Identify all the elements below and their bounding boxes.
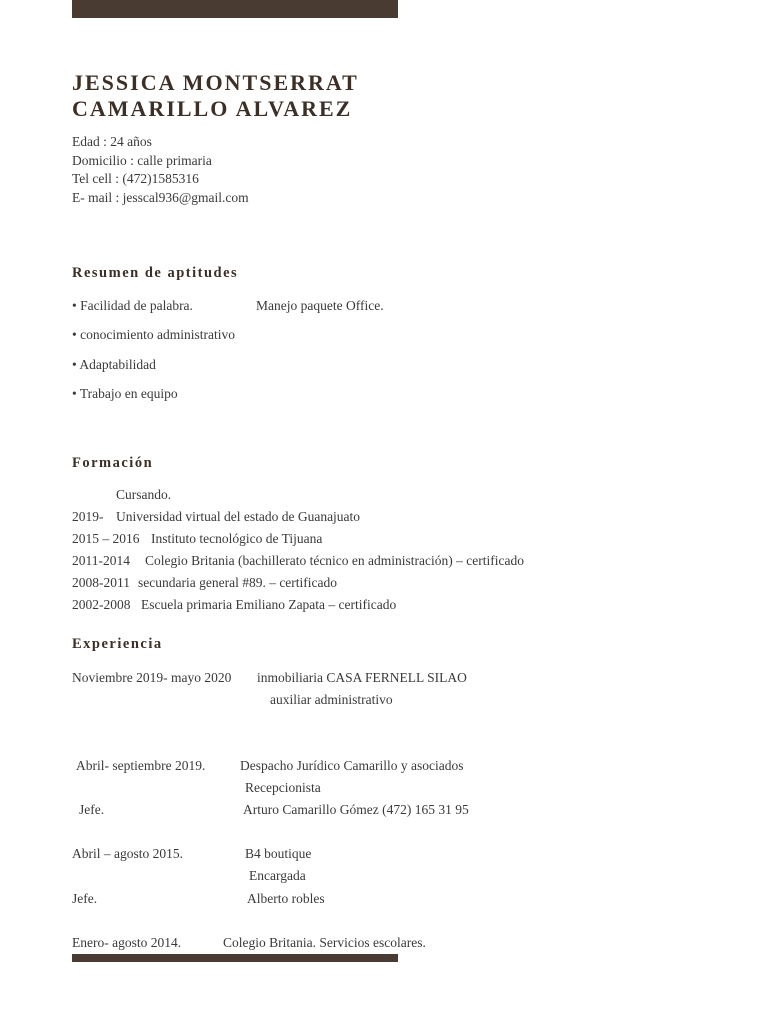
experience-company: B4 boutique	[245, 846, 312, 861]
experience-dates: Abril- septiembre 2019.	[76, 758, 206, 773]
name-line-1: JESSICA MONTSERRAT	[72, 70, 359, 95]
skill-item: • conocimiento administrativo	[72, 327, 235, 342]
education-item-year: 2002-2008	[72, 597, 131, 612]
bottom-decorative-bar	[72, 954, 398, 962]
education-item-text: Instituto tecnológico de Tijuana	[151, 531, 323, 546]
skill-item: Manejo paquete Office.	[256, 298, 384, 313]
education-item-text: secundaria general #89. – certificado	[138, 575, 338, 590]
contact-info	[72, 133, 249, 208]
experience-boss-label: Jefe.	[79, 802, 105, 817]
contact-email: E- mail : jesscal936@gmail.com	[72, 190, 249, 206]
education-item-year: 2015 – 2016	[72, 531, 140, 546]
contact-age: Edad : 24 años	[72, 134, 152, 149]
education-item-text: Universidad virtual del estado de Guanajuato	[116, 509, 361, 524]
top-decorative-bar	[72, 0, 398, 18]
name-line-2: CAMARILLO ALVAREZ	[72, 96, 353, 121]
skills-title: Resumen de aptitudes	[72, 265, 239, 281]
skill-item: • Trabajo en equipo	[72, 386, 178, 401]
experience-dates: Abril – agosto 2015.	[72, 846, 183, 861]
experience-role: Recepcionista	[245, 780, 321, 795]
skill-item: • Adaptabilidad	[72, 357, 156, 372]
experience-dates: Noviembre 2019- mayo 2020	[72, 670, 232, 685]
education-title: Formación	[72, 455, 154, 471]
experience-boss-name: Alberto robles	[247, 891, 325, 906]
experience-boss-name: Arturo Camarillo Gómez (472) 165 31 95	[243, 802, 469, 817]
education-item-text: Colegio Britania (bachillerato técnico en administración) – certificado	[145, 553, 524, 568]
education-item-year: 2019-	[72, 509, 104, 524]
experience-boss-label: Jefe.	[72, 891, 98, 906]
education-item-year: 2011-2014	[72, 553, 130, 568]
experience-role: auxiliar administrativo	[270, 692, 393, 707]
experience-company: Despacho Jurídico Camarillo y asociados	[240, 758, 464, 773]
education-item-text: Cursando.	[116, 487, 172, 502]
experience-company: Colegio Britania. Servicios escolares.	[223, 935, 426, 950]
education-item-text: Escuela primaria Emiliano Zapata – certificado	[141, 597, 397, 612]
candidate-name	[72, 70, 359, 122]
experience-dates: Enero- agosto 2014.	[72, 935, 182, 950]
skill-item: • Facilidad de palabra.	[72, 298, 193, 313]
contact-phone: Tel cell : (472)1585316	[72, 171, 199, 187]
experience-company: inmobiliaria CASA FERNELL SILAO	[257, 670, 467, 685]
contact-address: Domicilio : calle primaria	[72, 152, 212, 168]
education-item-year: 2008-2011	[72, 575, 130, 590]
experience-role: Encargada	[249, 868, 306, 883]
experience-title: Experiencia	[72, 636, 163, 652]
